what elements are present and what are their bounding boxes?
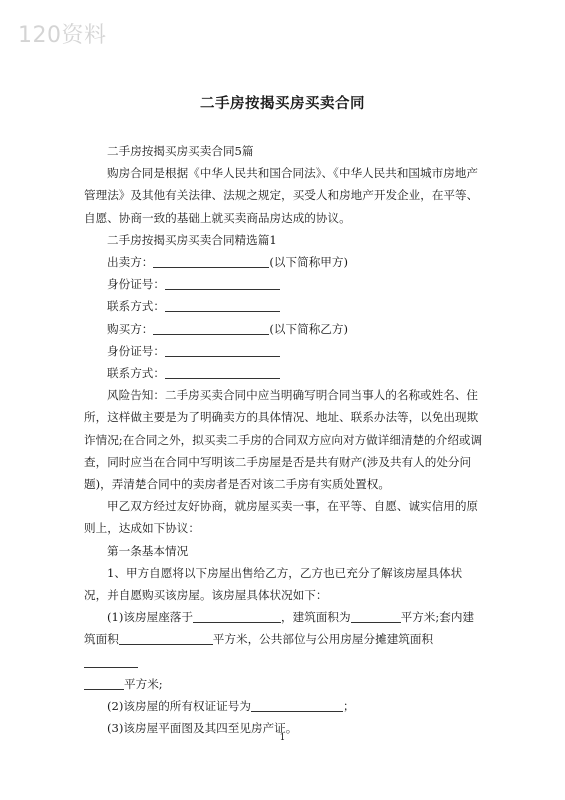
house-location-label: (1)该房屋座落于 xyxy=(107,610,193,625)
buyer-id-line xyxy=(84,340,484,362)
buyer-contact-label: 联系方式： xyxy=(107,366,165,381)
seller-suffix: (以下简称甲方) xyxy=(269,255,348,270)
seller-id-label: 身份证号： xyxy=(107,277,165,292)
buyer-name-blank xyxy=(153,321,269,335)
house-location-blank xyxy=(193,609,281,623)
house-shared-area-blank-2 xyxy=(84,676,124,690)
paragraph-section-heading: 二手房按揭买房买卖合同精选篇1 xyxy=(107,232,277,247)
buyer-name-line xyxy=(84,318,484,340)
house-cert-blank xyxy=(251,698,343,712)
document-body xyxy=(84,140,484,739)
page-number: 1 xyxy=(279,733,286,743)
buyer-contact-line xyxy=(84,362,484,384)
house-details-2 xyxy=(84,695,484,717)
seller-label: 出卖方： xyxy=(107,255,154,270)
seller-id-line xyxy=(84,273,484,295)
house-cert-end: ； xyxy=(342,699,355,714)
document-title: 二手房按揭买房买卖合同 xyxy=(200,95,365,112)
seller-contact-line xyxy=(84,295,484,317)
house-area-label: ，建筑面积为 xyxy=(281,610,351,625)
seller-id-blank xyxy=(165,276,280,290)
house-details-3: (3)该房屋平面图及其四至见房产证。 xyxy=(107,721,298,736)
seller-contact-blank xyxy=(165,298,280,312)
house-shared-area-blank xyxy=(84,654,138,668)
paragraph-risk-notice: 风险告知：二手房买卖合同中应当明确写明合同当事人的名称或姓名、住所，这样做主要是为了明确卖方的具体情况、地址、联系办法等，以免出现欺诈情况;在合同之外，拟买卖二手房的合同双方应向对方做详细清楚的介绍或调查，同时应当在合同中写明该二手房屋是否是共有财产(涉及共有人的处分问题)，弄清楚合同中的卖房者是否对该二手房有实质处置权。 xyxy=(84,388,483,492)
house-inner-area-blank xyxy=(119,631,213,645)
paragraph-intro: 购房合同是根据《中华人民共和国合同法》、《中华人民共和国城市房地产管理法》及其他有关法律、法规之规定，买受人和房地产开发企业，在平等、自愿、协商一致的基础上就买卖商品房达成的协议。 xyxy=(84,166,479,225)
watermark-logo: 120资料 xyxy=(18,23,107,48)
seller-contact-label: 联系方式： xyxy=(107,299,165,314)
house-details-1 xyxy=(84,606,484,695)
paragraph-subtitle: 二手房按揭买房买卖合同5篇 xyxy=(107,144,254,158)
buyer-label: 购买方： xyxy=(107,321,154,336)
buyer-id-blank xyxy=(165,343,280,357)
buyer-contact-blank xyxy=(165,365,280,379)
house-area-blank xyxy=(351,609,401,623)
house-cert-label: (2)该房屋的所有权证证号为 xyxy=(107,699,251,714)
article-1-heading: 第一条基本情况 xyxy=(107,543,189,558)
house-inner-area-label: 平方米;套内建筑面积 xyxy=(84,610,475,647)
house-shared-area-unit: 平方米; xyxy=(124,676,163,691)
paragraph-agreement: 甲乙双方经过友好协商，就房屋买卖一事，在平等、自愿、诚实信用的原则上，达成如下协议： xyxy=(84,499,479,536)
house-shared-area-label: 平方米，公共部位与公用房屋分摊建筑面积 xyxy=(212,632,434,647)
seller-name-blank xyxy=(153,254,269,268)
buyer-id-label: 身份证号： xyxy=(107,343,165,358)
seller-name-line xyxy=(84,251,484,273)
buyer-suffix: (以下简称乙方) xyxy=(269,321,348,336)
paragraph-item-1: 1、甲方自愿将以下房屋出售给乙方，乙方也已充分了解该房屋具体状况，并自愿购买该房屋。该房屋具体状况如下： xyxy=(84,565,463,603)
